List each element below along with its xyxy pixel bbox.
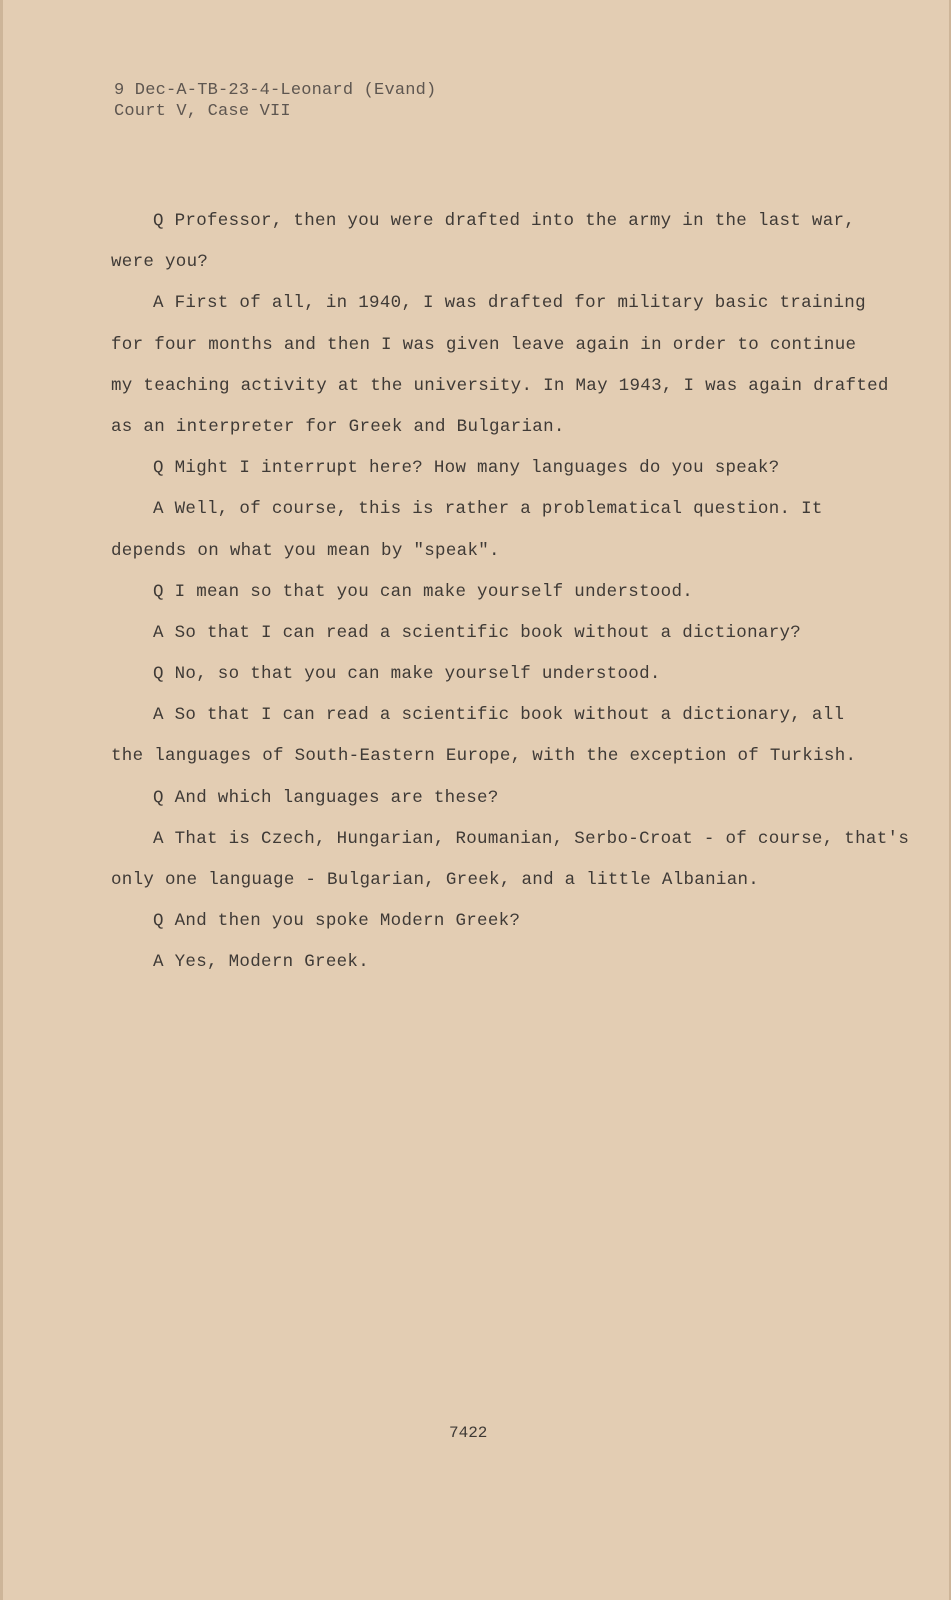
transcript-line: as an interpreter for Greek and Bulgarian. — [111, 416, 565, 437]
transcript-line: A So that I can read a scientific book without a dictionary, all — [153, 705, 845, 726]
transcript-line: A Yes, Modern Greek. — [153, 952, 370, 973]
transcript-line: depends on what you mean by "speak". — [111, 540, 500, 561]
transcript-body — [111, 201, 910, 984]
transcript-line: A That is Czech, Hungarian, Roumanian, Serbo-Croat - of course, that's — [153, 828, 910, 849]
transcript-line: A Well, of course, this is rather a problematical question. It — [153, 499, 823, 520]
transcript-line: Q No, so that you can make yourself understood. — [153, 664, 661, 685]
header-court-line: Court V, Case VII — [114, 102, 291, 121]
document-header — [114, 80, 436, 122]
transcript-line: A First of all, in 1940, I was drafted for military basic training — [153, 293, 866, 314]
transcript-line: Q Might I interrupt here? How many languages do you speak? — [153, 458, 780, 479]
page-number: 7422 — [449, 1424, 488, 1442]
transcript-line: Q Professor, then you were drafted into the army in the last war, — [153, 211, 856, 231]
transcript-line: the languages of South-Eastern Europe, with the exception of Turkish. — [111, 746, 857, 767]
transcript-line: Q I mean so that you can make yourself understood. — [153, 581, 694, 602]
transcript-line: Q And which languages are these? — [153, 787, 499, 808]
transcript-line: Q And then you spoke Modern Greek? — [153, 911, 521, 932]
transcript-line: my teaching activity at the university. In May 1943, I was again drafted — [111, 375, 889, 396]
transcript-line: were you? — [111, 252, 209, 273]
transcript-line: A So that I can read a scientific book without a dictionary? — [153, 622, 802, 643]
transcript-line: only one language - Bulgarian, Greek, and a little Albanian. — [111, 870, 760, 890]
header-reference-line: 9 Dec-A-TB-23-4-Leonard (Evand) — [114, 81, 437, 100]
transcript-line: for four months and then I was given leave again in order to continue — [111, 334, 857, 355]
